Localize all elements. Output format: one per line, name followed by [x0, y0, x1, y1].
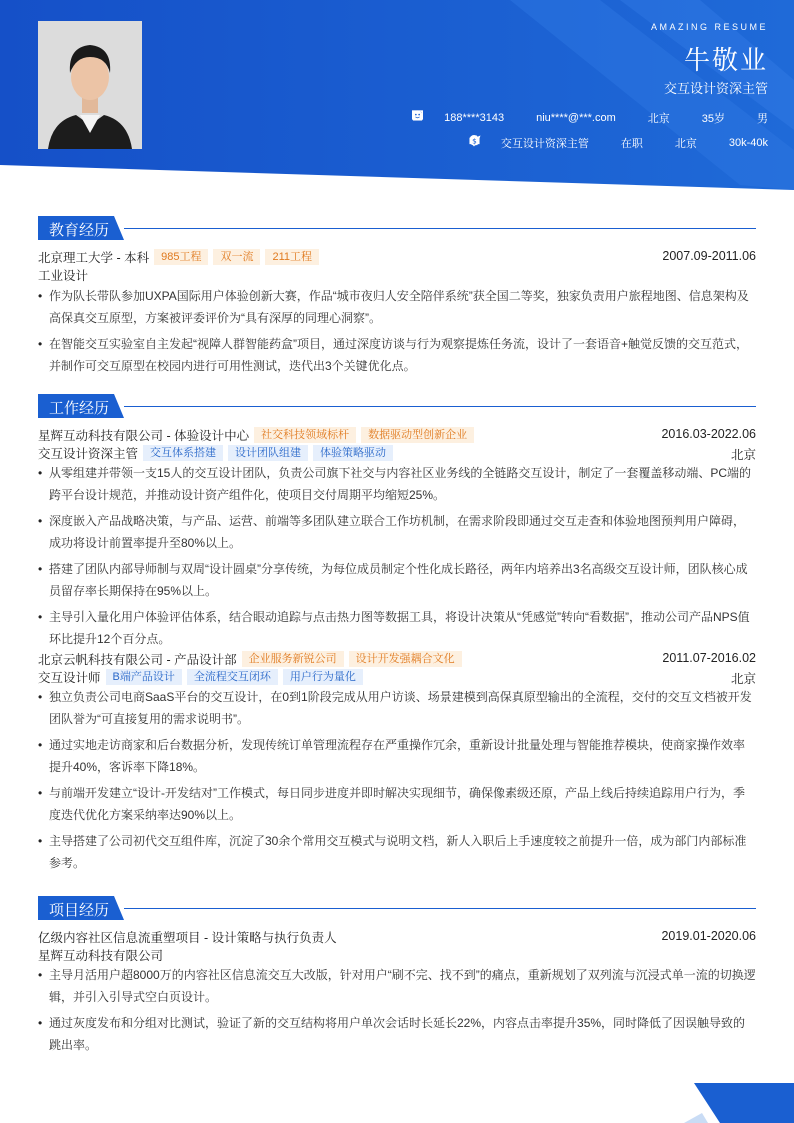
- intent-status: 在职: [603, 135, 643, 151]
- company-tag: 企业服务新锐公司: [242, 651, 344, 667]
- location-pin-icon: [657, 137, 669, 149]
- list-item: • 与前端开发建立“设计-开发结对”工作模式，每日同步进度并即时解决实现细节，确保像素级还原，产品上线后持续追踪用户行为，季度迭代优化方案采纳率达90%以上。: [38, 782, 756, 826]
- project-section: [38, 896, 756, 1060]
- candidate-name: 牛敬业: [683, 45, 768, 75]
- project-org: 星辉互动科技有限公司: [38, 949, 164, 963]
- job-company-row: [38, 650, 756, 668]
- contact-gender: 男: [739, 110, 768, 126]
- job-period: 2011.07-2016.02: [662, 651, 756, 665]
- list-item: • 通过实地走访商家和后台数据分析，发现传统订单管理流程存在严重操作冗余，重新设计批量处理与智能推荐模块，使商家操作效率提升40%，客诉率下降18%。: [38, 734, 756, 778]
- company-tag: 数据驱动型创新企业: [361, 427, 474, 443]
- job-city: 北京: [730, 672, 756, 686]
- job-city: 北京: [730, 448, 756, 462]
- work-section: [38, 394, 756, 878]
- send-icon: [483, 137, 495, 149]
- contact-email: niu****@***.com: [518, 112, 616, 124]
- project-org-row: [38, 946, 756, 964]
- section-title: 工作经历: [49, 400, 110, 417]
- list-item: • 主导月活用户超8000万的内容社区信息流交互大改版，针对用户“刷不完、找不到”的痛点，重新规划了双列流与沉浸式单一流的切换逻辑，并引入引导式空白页设计。: [38, 964, 756, 1008]
- cake-icon: [684, 112, 696, 124]
- section-header: [38, 216, 756, 240]
- project-bullets: [38, 964, 756, 1056]
- school-tag: 211工程: [265, 249, 319, 265]
- intent-salary: $ 30k-40k: [711, 137, 768, 149]
- list-item: • 作为队长带队参加UXPA国际用户体验创新大赛，作品“城市夜归人安全陪伴系统”获全国二等奖，独家负责用户旅程地图、信息架构及高保真交互原型，方案被评委评价为“具有深厚的同理心洞察”。: [38, 285, 756, 329]
- role-tag: 设计团队组建: [228, 445, 308, 461]
- project-name-row: [38, 928, 756, 946]
- education-school-row: [38, 248, 756, 266]
- footer-decoration: [684, 1083, 794, 1123]
- avatar: [38, 21, 142, 149]
- svg-text:$: $: [472, 136, 477, 146]
- company-tag: 社交科技领域标杆: [254, 427, 356, 443]
- education-period: 2007.09-2011.06: [662, 249, 756, 263]
- job-bullets: [38, 462, 756, 650]
- section-header: [38, 896, 756, 920]
- job-role: 交互设计师: [38, 671, 101, 685]
- resume-header: [0, 0, 794, 195]
- section-title: 教育经历: [49, 222, 110, 239]
- contact-age: 35岁: [684, 110, 725, 126]
- gender-icon: [739, 112, 751, 124]
- contact-phone: 188****3143: [426, 112, 504, 124]
- job-company-row: [38, 426, 756, 444]
- list-item: • 在智能交互实验室自主发起“视障人群智能药盒”项目，通过深度访谈与行为观察提炼任务流，设计了一套语音+触觉反馈的交互范式，并制作可交互原型在校园内进行可用性测试，迭代出3个关键优化点。: [38, 333, 756, 377]
- list-item: • 通过灰度发布和分组对比测试，验证了新的交互结构将用户单次会话时长延长22%，内容点击率提升35%，同时降低了因误触导致的跳出率。: [38, 1012, 756, 1056]
- list-item: • 搭建了团队内部导师制与双周“设计圆桌”分享传统，为每位成员制定个性化成长路径，两年内培养出3名高级交互设计师，团队核心成员留存率长期保持在95%以上。: [38, 558, 756, 602]
- contact-hometown: 北京: [630, 110, 670, 126]
- job-role: 交互设计资深主管: [38, 447, 139, 461]
- section-divider: [124, 406, 756, 407]
- company-name: 星辉互动科技有限公司 - 体验设计中心: [38, 429, 250, 443]
- job-bullets: [38, 686, 756, 874]
- project-period: 2019.01-2020.06: [661, 929, 756, 943]
- phone-icon: [426, 112, 438, 124]
- project-name: 亿级内容社区信息流重塑项目 - 设计策略与执行负责人: [38, 931, 337, 945]
- job-role-row: [38, 668, 756, 686]
- resume-tagline: AMAZING RESUME: [650, 22, 768, 32]
- education-major-row: [38, 266, 756, 284]
- candidate-title: 交互设计资深主管: [663, 81, 768, 96]
- section-title: 项目经历: [49, 902, 110, 919]
- school-name: 北京理工大学 - 本科: [38, 251, 150, 265]
- list-item: • 主导引入量化用户体验评估体系，结合眼动追踪与点击热力图等数据工具，将设计决策从“凭感觉”转向“看数据”，推动公司产品NPS值环比提升12个百分点。: [38, 606, 756, 650]
- role-tag: 交互体系搭建: [143, 445, 223, 461]
- company-tag: 设计开发强耦合文化: [349, 651, 462, 667]
- section-header: [38, 394, 756, 418]
- school-tag: 双一流: [213, 249, 260, 265]
- role-tag: 用户行为量化: [283, 669, 363, 685]
- role-tag: 全流程交互闭环: [187, 669, 278, 685]
- education-section: [38, 216, 756, 381]
- list-item: • 深度嵌入产品战略决策，与产品、运营、前端等多团队建立联合工作坊机制，在需求阶段即通过交互走查和体验地图预判用户障碍，成功将设计前置率提升至80%以上。: [38, 510, 756, 554]
- section-divider: [124, 908, 756, 909]
- list-item: • 主导搭建了公司初代交互组件库，沉淀了30余个常用交互模式与说明文档，新人入职后上手速度较之前提升一倍，成为部门内部标准参考。: [38, 830, 756, 874]
- list-item: • 独立负责公司电商SaaS平台的交互设计，在0到1阶段完成从用户访谈、场景建模到高保真原型输出的全流程，交付的交互文档被开发团队誉为“可直接复用的需求说明书”。: [38, 686, 756, 730]
- intent-city: 北京: [657, 135, 697, 151]
- job-intent-row: [469, 135, 768, 151]
- company-name: 北京云帆科技有限公司 - 产品设计部: [38, 653, 237, 667]
- education-bullets: [38, 285, 756, 377]
- job-role-row: [38, 444, 756, 462]
- major: 工业设计: [38, 269, 89, 283]
- intent-position: 交互设计资深主管: [483, 135, 589, 151]
- role-tag: B端产品设计: [106, 669, 182, 685]
- school-tag: 985工程: [154, 249, 208, 265]
- home-icon: [630, 112, 642, 124]
- briefcase-icon: [603, 137, 615, 149]
- list-item: • 从零组建并带领一支15人的交互设计团队，负责公司旗下社交与内容社区业务线的全链路交互设计，制定了一套覆盖移动端、PC端的跨平台设计规范，并推动设计资产组件化，使项目交付周期平均缩短25%。: [38, 462, 756, 506]
- section-divider: [124, 228, 756, 229]
- contact-row: [412, 110, 768, 126]
- role-tag: 体验策略驱动: [313, 445, 393, 461]
- job-period: 2016.03-2022.06: [661, 427, 756, 441]
- mail-icon: [518, 112, 530, 124]
